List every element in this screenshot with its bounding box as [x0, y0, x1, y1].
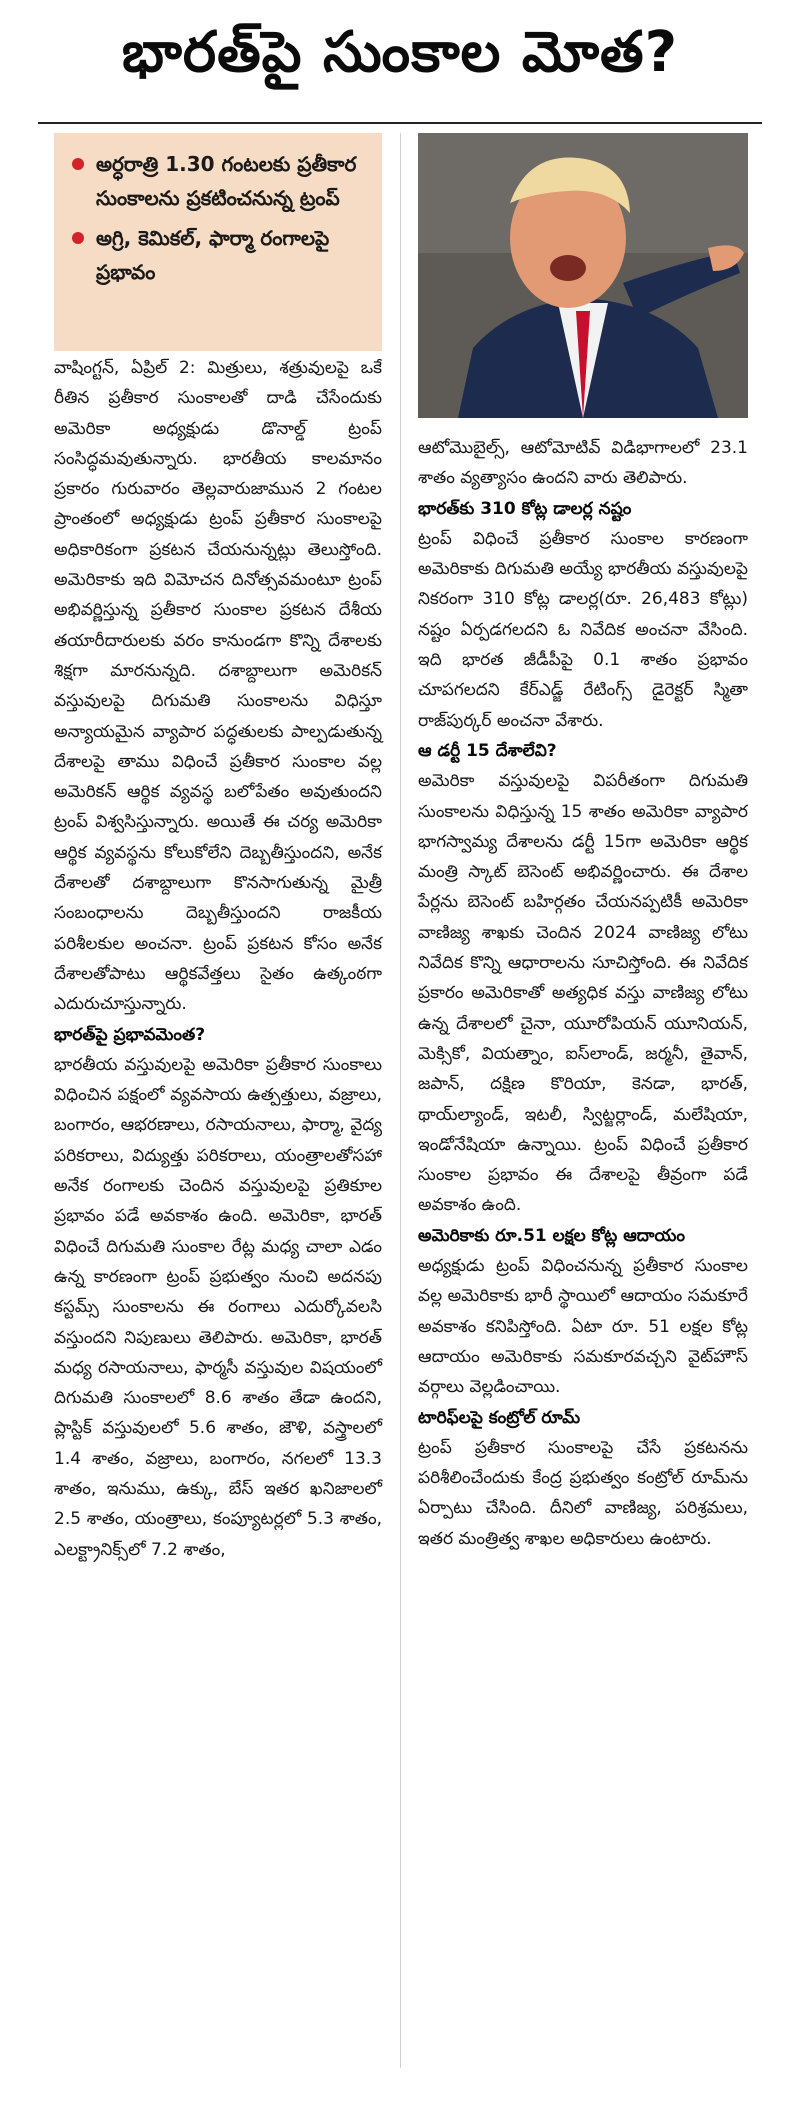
bullet-icon — [72, 232, 84, 244]
section-subheading: ఆ డర్టీ 15 దేశాలేవి? — [418, 740, 557, 761]
highlights-box — [54, 133, 382, 351]
section-subheading: భారత్‌కు 310 కోట్ల డాలర్ల నష్టం — [418, 498, 632, 519]
highlights-list — [70, 147, 368, 289]
article-paragraph: భారతీయ వస్తువులపై అమెరికా ప్రతీకార సుంకాలు విధించిన పక్షంలో వ్యవసాయ ఉత్పత్తులు, వజ్రాలు, బంగారం, ఆభరణాలు, రసాయనాలు, ఫార్మా, వైద్య పరికరాలు, విద్యుత్తు పరికరాలు, యంత్రాలతోసహా అనేక రంగాలకు చెందిన వస్తువులపై ప్రతికూల ప్రభావం పడే అవకాశం ఉంది. అమెరికా, భారత్ విధించే దిగుమతి సుంకాల రేట్ల మధ్య చాలా ఎడం ఉన్న కారణంగా ట్రంప్ ప్రభుత్వం నుంచి అదనపు కస్టమ్స్ సుంకాలను ఈ రంగాలు ఎదుర్కోవలసి వస్తుందని నిపుణులు తెలిపారు. అమెరికా, భారత్ మధ్య రసాయనాలు, ఫార్మసీ వస్తువుల విషయంలో దిగుమతి సుంకాలలో 8.6 శాతం తేడా ఉందని, ప్లాస్టిక్ వస్తువులలో 5.6 శాతం, జౌళి, వస్త్రాలలో 1.4 శాతం, వజ్రాలు, బంగారం, నగలలో 13.3 శాతం, ఇనుము, ఉక్కు, బేస్ ఇతర ఖనిజాలలో 2.5 శాతం, యంత్రాలు, కంప్యూటర్లలో 5.3 శాతం, ఎలక్ట్రానిక్స్‌లో 7.2 శాతం, — [54, 1054, 382, 1560]
article-paragraph: ఆటోమొబైల్స్, ఆటోమోటివ్ విడిభాగాలలో 23.1 శాతం వ్యత్యాసం ఉందని వారు తెలిపారు. — [418, 438, 748, 489]
column-divider — [400, 133, 401, 2068]
article-paragraph: అమెరికా వస్తువులపై విపరీతంగా దిగుమతి సుంకాలను విధిస్తున్న 15 శాతం అమెరికా వ్యాపార భాగస్వామ్య దేశాలను డర్టీ 15గా అమెరికా ఆర్థిక మంత్రి స్కాట్ బెసెంట్ అభివర్ణించారు. ఈ దేశాల పేర్లను బెసెంట్ బహిర్గతం చేయనప్పటికీ అమెరికా వాణిజ్య శాఖకు చెందిన 2024 వాణిజ్య లోటు నివేదిక కొన్ని ఆధారాలను సూచిస్తోంది. ఈ నివేదిక ప్రకారం అమెరికాతో అత్యధిక వస్తు వాణిజ్య లోటు ఉన్న దేశాలలో చైనా, యూరోపియన్ యూనియన్, మెక్సికో, వియత్నాం, ఐస్‌లాండ్, జర్మనీ, తైవాన్, జపాన్, దక్షిణ కొరియా, కెనడా, భారత్, థాయ్‌ల్యాండ్, ఇటలీ, స్విట్జర్లాండ్, మలేషియా, ఇండోనేషియా ఉన్నాయి. ట్రంప్ విధించే ప్రతీకార సుంకాల ప్రభావం ఈ దేశాలపై తీవ్రంగా పడే అవకాశం ఉంది. — [418, 771, 748, 1216]
trump-photo — [418, 133, 748, 418]
article-paragraph: అధ్యక్షుడు ట్రంప్ విధించనున్న ప్రతీకార సుంకాల వల్ల అమెరికాకు భారీ స్థాయిలో ఆదాయం సమకూరే అవకాశం కనిపిస్తోంది. ఏటా రూ. 51 లక్షల కోట్ల ఆదాయం అమెరికాకు సమకూరవచ్చని వైట్‌హౌస్ వర్గాలు వెల్లడించాయి. — [418, 1256, 748, 1398]
highlight-text: అగ్రి, కెమికల్, ఫార్మా రంగాలపై ప్రభావం — [96, 226, 330, 284]
portrait-illustration — [418, 133, 748, 418]
bullet-icon — [72, 158, 84, 170]
highlight-text: అర్ధరాత్రి 1.30 గంటలకు ప్రతీకార సుంకాలను ప్రకటించనున్న ట్రంప్ — [96, 152, 357, 210]
headline: భారత్‌పై సుంకాల మోత? — [121, 19, 679, 85]
article-column-left — [54, 353, 382, 1565]
article-paragraph: వాషింగ్టన్, ఏప్రిల్ 2: మిత్రులు, శత్రువులపై ఒకే రీతిన ప్రతీకార సుంకాలతో దాడి చేసేందుకు అమెరికా అధ్యక్షుడు డొనాల్డ్ ట్రంప్ సంసిద్ధమవుతున్నారు. భారతీయ కాలమానం ప్రకారం గురువారం తెల్లవారుజామున 2 గంటల ప్రాంతంలో అధ్యక్షుడు ట్రంప్ ప్రతీకార సుంకాలపై అధికారికంగా ప్రకటన చేయనున్నట్లు తెలుస్తోంది. అమెరికాకు ఇది విమోచన దినోత్సవమంటూ ట్రంప్ అభివర్ణిస్తున్న ప్రతీకార సుంకాల ప్రకటన దేశీయ తయారీదారులకు వరం కానుండగా కొన్ని దేశాలకు శిక్షగా మారనున్నది. దశాబ్దాలుగా అమెరికన్ వస్తువులపై దిగుమతి సుంకాలను విధిస్తూ అన్యాయమైన వ్యాపార పద్ధతులకు పాల్పడుతున్న దేశాలపై తాము విధించే ప్రతీకార సుంకాల వల్ల అమెరికన్ ఆర్థిక వ్యవస్థ బలోపేతం అవుతుందని ట్రంప్ విశ్వసిస్తున్నారు. అయితే ఈ చర్య అమెరికా ఆర్థిక వ్యవస్థను కోలుకోలేని దెబ్బతీస్తుందని, అనేక దేశాలతో దశాబ్దాలుగా కొనసాగుతున్న మైత్రీ సంబంధాలను దెబ్బతీస్తుందని రాజకీయ పరిశీలకుల అంచనా. ట్రంప్ ప్రకటన కోసం అనేక దేశాలతోపాటు ఆర్థికవేత్తలు సైతం ఉత్కంఠగా ఎదురుచూస్తున్నారు. — [54, 358, 382, 1015]
article-paragraph: ట్రంప్ ప్రతీకార సుంకాలపై చేసే ప్రకటనను పరిశీలించేందుకు కేంద్ర ప్రభుత్వం కంట్రోల్ రూమ్‌ను ఏర్పాటు చేసింది. దీనిలో వాణిజ్య, పరిశ్రమలు, ఇతర మంత్రిత్వ శాఖల అధికారులు ఉంటారు. — [418, 1437, 748, 1549]
article-column-right — [418, 433, 748, 1554]
section-subheading: భారత్‌పై ప్రభావమెంత? — [54, 1024, 206, 1045]
article-paragraph: ట్రంప్ విధించే ప్రతీకార సుంకాల కారణంగా అమెరికాకు దిగుమతి అయ్యే భారతీయ వస్తువులపై నికరంగా 310 కోట్ల డాలర్ల(రూ. 26,483 కోట్లు) నష్టం ఏర్పడగలదని ఓ నివేదిక అంచనా వేసింది. ఇది భారత జీడీపీపై 0.1 శాతం ప్రభావం చూపగలదని కేర్‌ఎడ్జ్ రేటింగ్స్ డైరెక్టర్ స్మితా రాజ్‌పుర్కర్ అంచనా వేశారు. — [418, 528, 748, 731]
section-subheading: అమెరికాకు రూ.51 లక్షల కోట్ల ఆదాయం — [418, 1225, 685, 1246]
section-subheading: టారిఫ్‌లపై కంట్రోల్ రూమ్ — [418, 1407, 581, 1428]
highlight-item — [70, 221, 368, 289]
highlight-item — [70, 147, 368, 215]
headline-rule — [38, 122, 762, 124]
